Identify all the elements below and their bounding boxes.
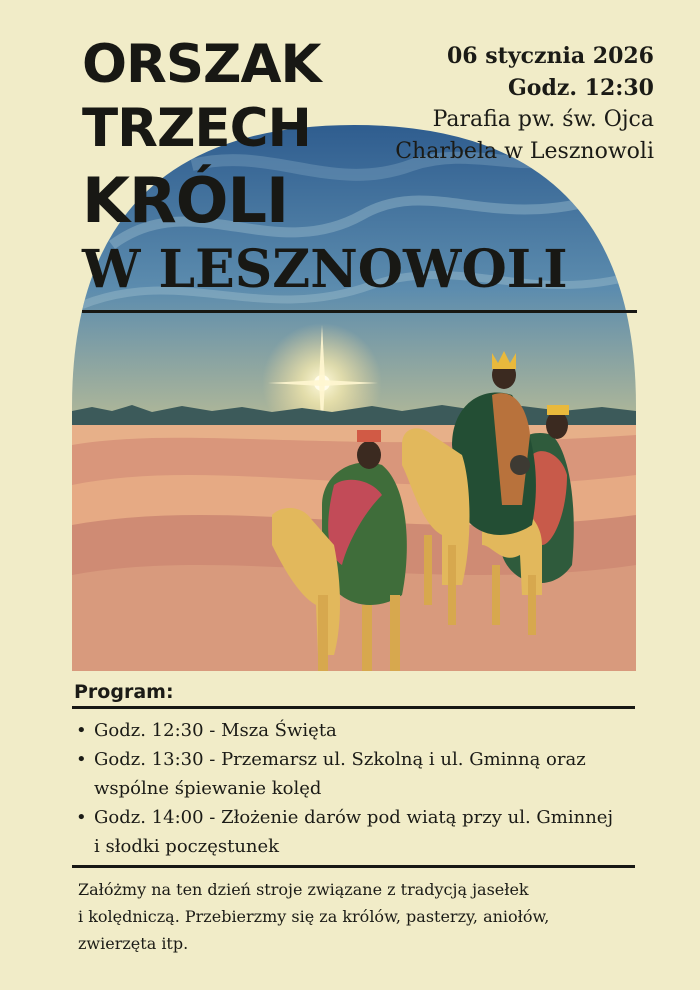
program-item-text-cont: i słodki poczęstunek [94, 836, 280, 857]
program-item [76, 803, 646, 861]
costume-note [78, 876, 638, 957]
title-line-location: W LESZNOWOLI [82, 239, 568, 300]
title-line-kroli: KRÓLI [82, 164, 289, 237]
program-item-text: Godz. 14:00 - Złożenie darów pod wiatą przy ul. Gminnej [94, 807, 614, 828]
event-place-line-1: Parafia pw. św. Ojca [432, 107, 654, 132]
program-heading: Program: [74, 681, 174, 703]
program-item [76, 745, 646, 803]
title-underline [82, 310, 637, 313]
note-line-3: zwierzęta itp. [78, 934, 189, 953]
event-date: 06 stycznia 2026 [447, 43, 654, 69]
program-item-text: Godz. 12:30 - Msza Święta [94, 720, 337, 741]
title-line-trzech: TRZECH [82, 98, 311, 159]
program-divider-top [72, 706, 635, 709]
note-line-2: i kolędniczą. Przebierzmy się za królów, pasterzy, aniołów, [78, 907, 550, 926]
event-place-line-2: Charbela w Lesznowoli [395, 139, 654, 164]
program-list [76, 716, 646, 861]
event-info [395, 40, 654, 168]
program-item-text-cont: wspólne śpiewanie kolęd [94, 778, 322, 799]
event-time: Godz. 12:30 [507, 75, 654, 101]
note-line-1: Załóżmy na ten dzień stroje związane z tradycją jasełek [78, 880, 529, 899]
program-item [76, 716, 646, 745]
program-divider-bottom [72, 865, 635, 868]
program-item-text: Godz. 13:30 - Przemarsz ul. Szkolną i ul. Gminną oraz [94, 749, 586, 770]
title-line-orszak: ORSZAK [82, 34, 321, 95]
